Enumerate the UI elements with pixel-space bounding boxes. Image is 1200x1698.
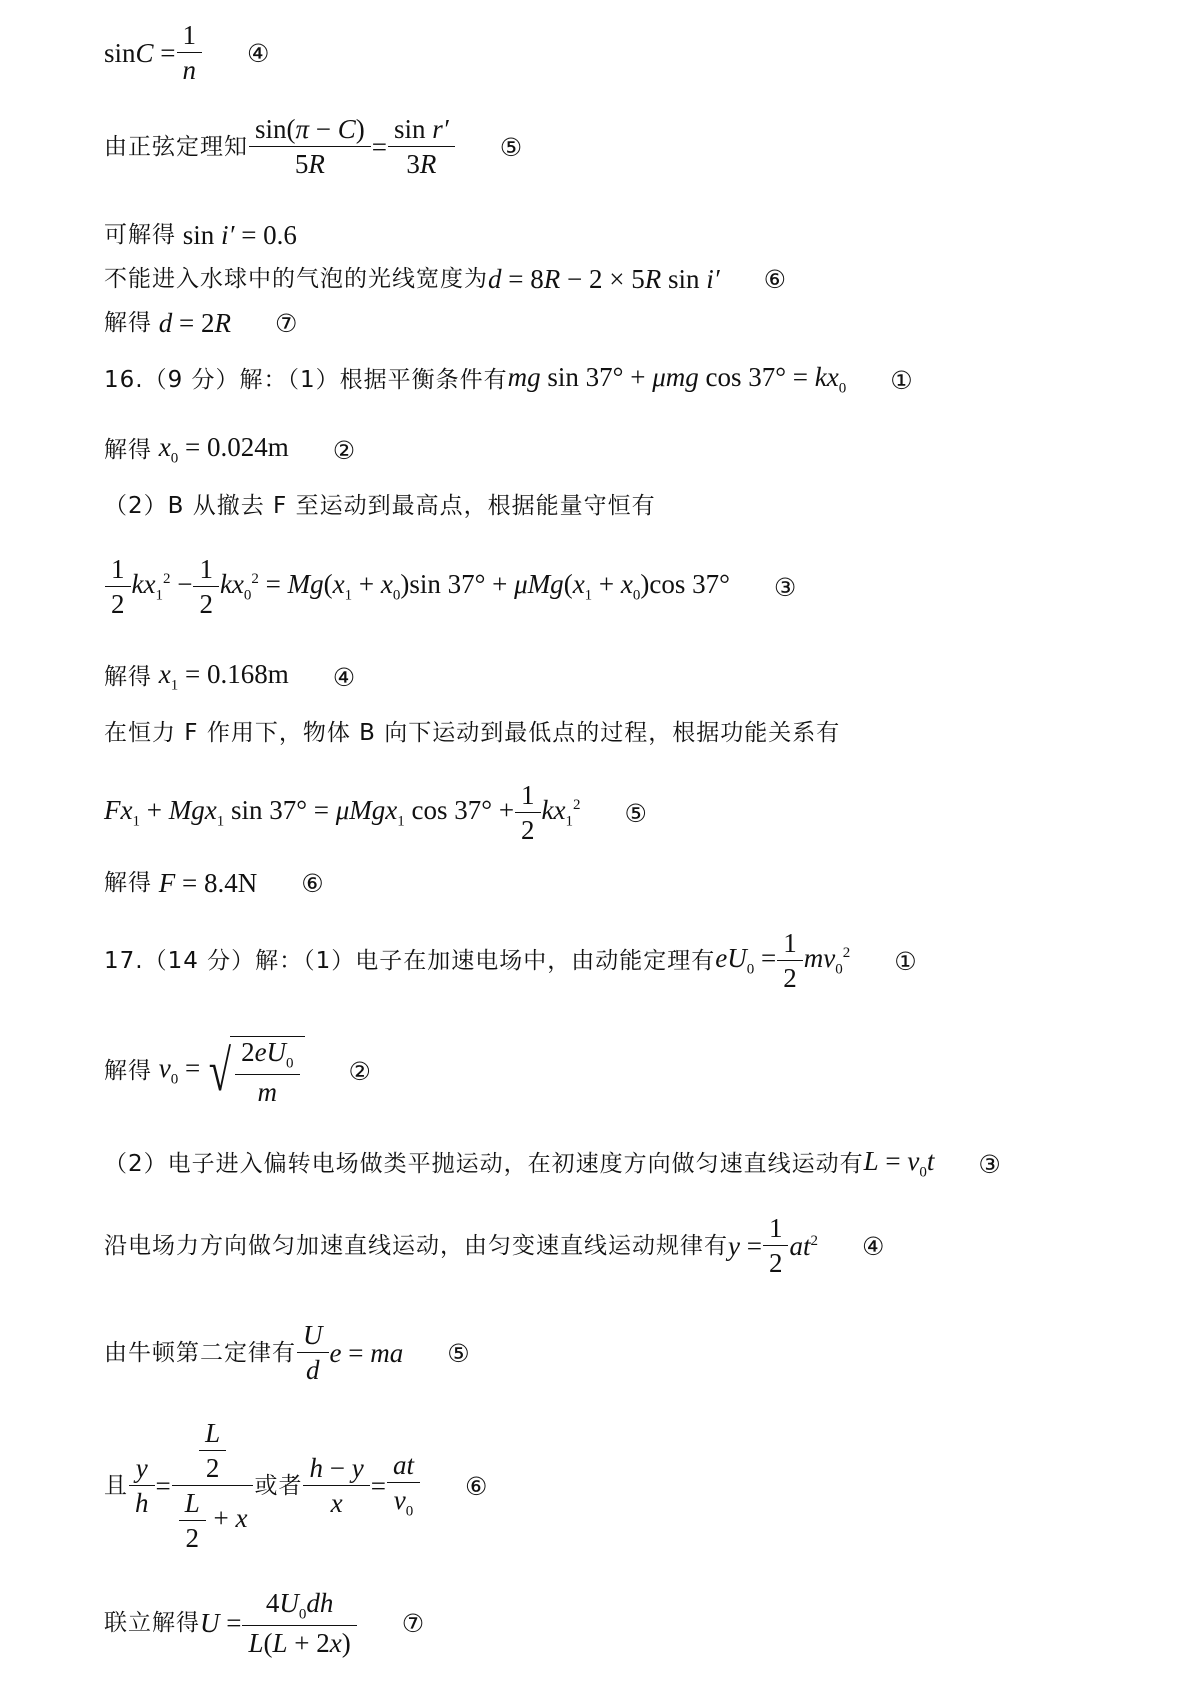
q17-part3: 沿电场力方向做匀加速直线运动，由匀变速直线运动规律有 y = $\frac{1}{2}$ $at^2$ ④	[104, 1213, 885, 1278]
circled-number: ①	[894, 946, 917, 976]
q17-final: 联立解得 U = $\frac{4U_0dh}{L(L + 2x)}$ ⑦	[104, 1588, 425, 1659]
circled-number: ②	[348, 1056, 371, 1086]
q17-heading: 17.（14 分）解：（1）电子在加速电场中，由动能定理有 $eU_0$ = $\frac{1}{2}$ $mv_0^2$ ①	[104, 928, 917, 993]
q16-part2: （2）B 从撤去 F 至运动到最高点，根据能量守恒有	[104, 493, 656, 519]
circled-number: ④	[332, 662, 356, 692]
circled-number: ⑤	[624, 798, 647, 828]
circled-number: ②	[332, 435, 356, 465]
eq-x1-result: 解得 $x_1 = 0.168m$ ④	[104, 659, 356, 694]
circled-number: ①	[890, 365, 913, 395]
eq-width-d: 不能进入水球中的气泡的光线宽度为 d = 8R − 2 × 5R sin i′ ⑥	[104, 264, 787, 294]
circled-number: ③	[978, 1149, 1001, 1179]
eq-F-result: 解得 F = 8.4N ⑥	[104, 868, 324, 898]
q16-heading: 16.（9 分）解：（1）根据平衡条件有 mg sin 37° + μmg $\cos 37^\circ = kx_0$ ①	[104, 362, 913, 397]
q17-newton: 由牛顿第二定律有 $\frac{U}{d}$ e = ma ⑤	[104, 1320, 470, 1385]
circled-number: ⑦	[401, 1609, 425, 1639]
circled-number: ③	[773, 572, 797, 602]
circled-number: ⑥	[301, 869, 324, 898]
q17-ratio: 且 $\frac{y}{h}$ = $\frac{L}{2}$ $\frac{L}{2}$ + x 或者 $\frac{h - y}{x}$ = $\frac{at}{v_0}$ ⑥	[104, 1418, 488, 1553]
circled-number: ⑤	[499, 132, 523, 162]
eq-sin-i: 可解得 sin i′ = 0.6	[104, 220, 297, 250]
eq-sinC: sinC = $\frac{1}{n}$ ④	[104, 20, 270, 85]
eq-work-energy: $Fx_1 + Mgx_1$ sin 37° = μMgx$_1$ cos 37° + $\frac{1}{2}$ $kx_1^2$ ⑤	[104, 780, 647, 845]
q17-part2: （2）电子进入偏转电场做类平抛运动，在初速度方向做匀速直线运动有 $L = v_0t$ ③	[104, 1146, 1001, 1181]
eq-d-result: 解得 d = 2R ⑦	[104, 308, 298, 338]
circled-number: ⑤	[447, 1338, 470, 1368]
eq-v0-result: 解得 $v_0$ = √ $\frac{2eU_0}{m}$ ②	[104, 1037, 371, 1108]
eq-x0-result: 解得 $x_0 = 0.024m$ ②	[104, 432, 356, 467]
circled-number: ⑥	[763, 265, 787, 294]
eq-law-of-sines: 由正弦定理知 $\frac{\sin(\pi - C)}{5R}$ = $\frac{\text{sin r′}}{3R}$ ⑤	[104, 114, 523, 179]
eq-energy-conservation: $\frac{1}{2}$ $kx_1^2$ − $\frac{1}{2}$ $kx_0^2 = Mg(x_1 + x_0)\sin$ $37^\circ + \mu Mg(x_1 + x_0)\cos$ 37° ③	[104, 556, 796, 618]
q16-part3: 在恒力 F 作用下，物体 B 向下运动到最低点的过程，根据功能关系有	[104, 720, 841, 746]
circled-number: ⑦	[274, 309, 298, 338]
circled-number: ⑥	[464, 1471, 488, 1501]
circled-number: ④	[861, 1231, 885, 1261]
circled-number: ④	[247, 38, 270, 68]
